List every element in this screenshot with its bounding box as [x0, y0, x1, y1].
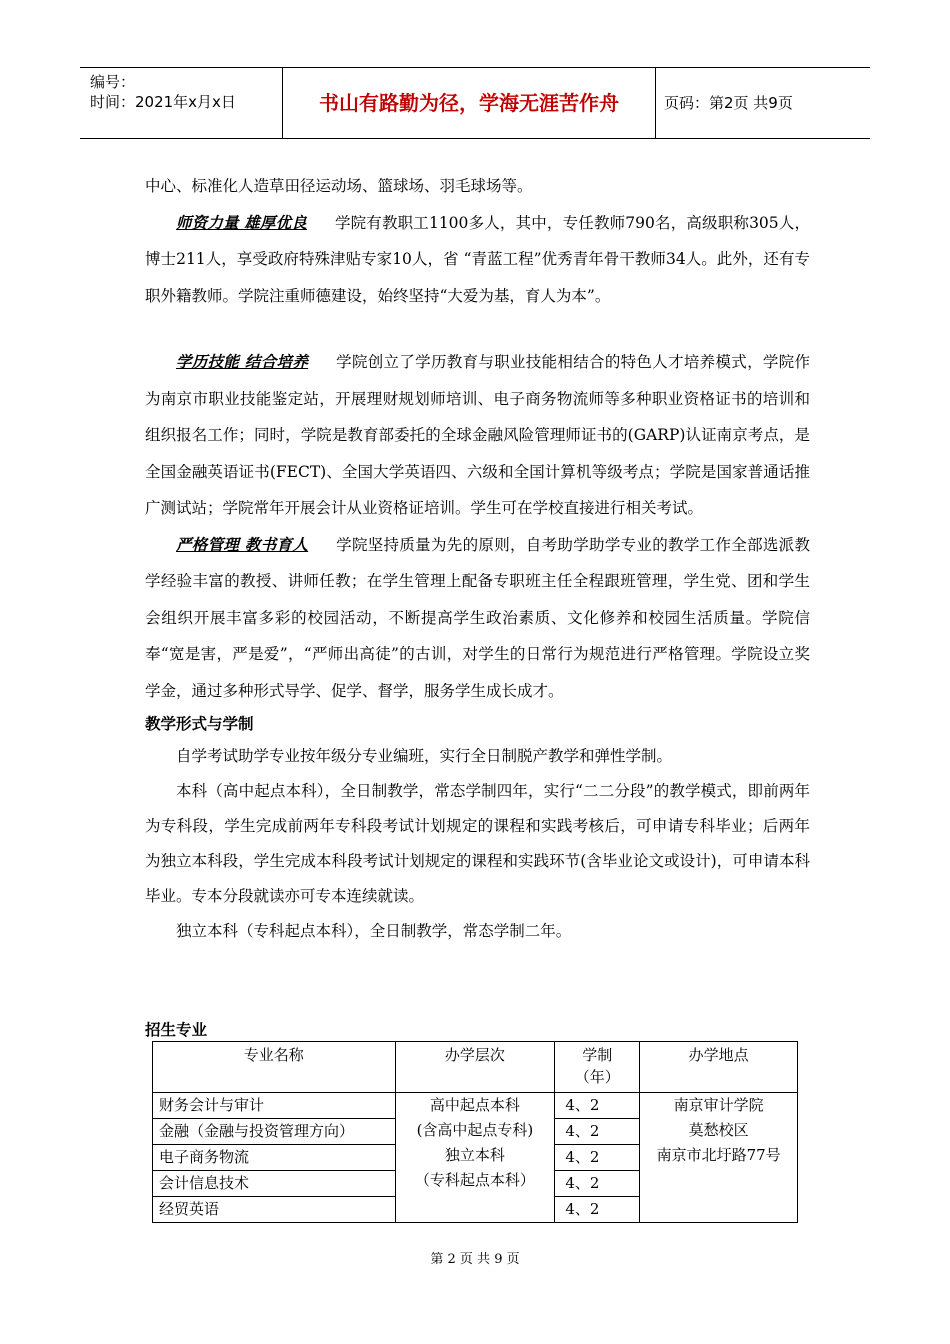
major-years: 4、2 — [555, 1093, 640, 1119]
major-years: 4、2 — [555, 1119, 640, 1145]
page-header — [80, 67, 870, 139]
paragraph-teaching-1: 自学考试助学专业按年级分专业编班，实行全日制脱产教学和弹性学制。 — [176, 747, 673, 765]
document-date-label: 时间：2021年x月x日 — [90, 93, 236, 111]
majors-table — [152, 1041, 798, 1223]
paragraph-teaching-3: 独立本科（专科起点本科），全日制教学，常态学制二年。 — [176, 922, 572, 940]
major-years: 4、2 — [555, 1171, 640, 1197]
paragraph-skills — [145, 344, 810, 527]
location-line: 南京市北圩路77号 — [656, 1146, 781, 1164]
table-header-row — [153, 1042, 798, 1093]
header-years-line2: （年） — [574, 1068, 620, 1086]
header-page-info: 页码：第2页 共9页 — [664, 94, 793, 112]
document-body — [145, 168, 810, 949]
paragraph-gap — [145, 314, 810, 344]
header-major-name: 专业名称 — [153, 1042, 396, 1093]
level-line: (含高中起点专科) — [416, 1121, 534, 1139]
header-motto: 书山有路勤为径，学海无涯苦作舟 — [283, 68, 656, 138]
section-heading-teaching: 教学形式与学制 — [145, 715, 254, 733]
major-name: 会计信息技术 — [153, 1171, 396, 1197]
paragraph-skills-text: 学院创立了学历教育与职业技能相结合的特色人才培养模式，学院作为南京市职业技能鉴定站，开展理财规划师培训、电子商务物流师等多种职业资格证书的培训和组织报名工作；同时，学院是教育部委托的全球金融风险管理师证书的(GARP)认证南京考点，是全国金融英语证书(FECT)、全国大学英语四、六级和全国计算机等级考点；学院是国家普通话推广测试站；学院常年开展会计从业资格证培训。学生可在学校直接进行相关考试。 — [145, 353, 810, 517]
header-meta — [80, 68, 283, 138]
paragraph-faculty-text: 学院有教职工1100多人，其中，专任教师790名，高级职称305人，博士211人，享受政府特殊津贴专家10人，省 “青蓝工程”优秀青年骨干教师34人。此外，还有专职外籍教师。学院注重师德建设，始终坚持“大爱为基，育人为本”。 — [145, 213, 810, 305]
header-years — [555, 1042, 640, 1093]
level-line: （专科起点本科） — [414, 1171, 535, 1189]
page-footer: 第 2 页 共 9 页 — [430, 1252, 520, 1267]
header-location: 办学地点 — [640, 1042, 798, 1093]
location-cell — [640, 1093, 798, 1223]
section-heading-majors: 招生专业 — [145, 1021, 208, 1039]
major-name: 经贸英语 — [153, 1197, 396, 1223]
major-name: 金融（金融与投资管理方向） — [153, 1119, 396, 1145]
paragraph-management-text: 学院坚持质量为先的原则，自考助学助学专业的教学工作全部选派教学经验丰富的教授、讲师任教；在学生管理上配备专职班主任全程跟班管理，学生党、团和学生会组织开展丰富多彩的校园活动，不断提高学生政治素质、文化修养和校园生活质量。学院信奉“宽是害，严是爱”，“严师出高徒”的古训，对学生的日常行为规范进行严格管理。学院设立奖学金，通过多种形式导学、促学、督学，服务学生成长成才。 — [145, 535, 810, 700]
header-years-line1: 学制 — [582, 1046, 613, 1064]
paragraph-faculty — [145, 205, 810, 315]
major-name: 电子商务物流 — [153, 1145, 396, 1171]
paragraph-facilities-end: 中心、标准化人造草田径运动场、篮球场、羽毛球场等。 — [145, 177, 533, 195]
section-title-management: 严格管理 教书育人 — [176, 534, 309, 554]
section-title-faculty: 师资力量 雄厚优良 — [176, 212, 307, 232]
location-line: 莫愁校区 — [688, 1121, 749, 1139]
paragraph-teaching-2: 本科（高中起点本科），全日制教学，常态学制四年，实行“二二分段”的教学模式，即前两年为专科段，学生完成前两年专科段考试计划规定的课程和实践考核后，可申请专科毕业；后两年为独立本科段，学生完成本科段考试计划规定的课程和实践环节(含毕业论文或设计)，可申请本科毕业。专本分段就读亦可专本连续就读。 — [145, 782, 810, 905]
location-line: 南京审计学院 — [673, 1096, 764, 1114]
level-line: 高中起点本科 — [429, 1096, 520, 1114]
document-number-label: 编号： — [90, 73, 136, 91]
level-line: 独立本科 — [444, 1146, 505, 1164]
major-years: 4、2 — [555, 1197, 640, 1223]
level-cell — [395, 1093, 555, 1223]
table-row — [153, 1093, 798, 1119]
section-title-skills: 学历技能 结合培养 — [176, 352, 309, 371]
paragraph-management — [145, 527, 810, 710]
header-level: 办学层次 — [395, 1042, 555, 1093]
major-years: 4、2 — [555, 1145, 640, 1171]
major-name: 财务会计与审计 — [153, 1093, 396, 1119]
